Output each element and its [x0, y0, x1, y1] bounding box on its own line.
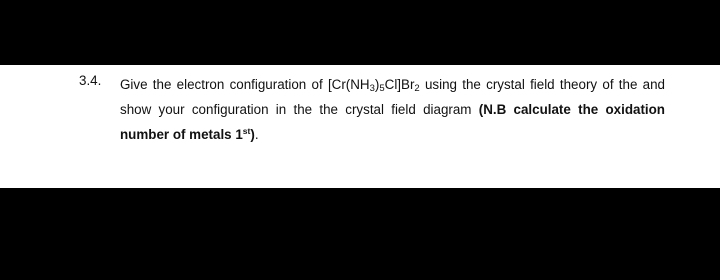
formula-part-2: ) [374, 77, 380, 92]
chemical-formula [328, 77, 420, 92]
question-number: 3.4. [79, 73, 102, 88]
text-after-formula: using the crystal field theory of the and show your configuration in the the crystal field diagram [120, 77, 666, 117]
formula-sub-2: 5 [379, 83, 385, 94]
formula-part-1: [Cr(NH [327, 77, 370, 92]
formula-part-3: Cl]Br [384, 77, 415, 92]
question-text [120, 72, 665, 147]
bold-note-text: (N.B calculate the oxidation number of metals 1 [120, 102, 665, 142]
bold-note-superscript: st [242, 126, 251, 136]
trailing-period: . [254, 127, 259, 142]
formula-sub-1: 3 [369, 83, 375, 94]
text-before-formula: Give the electron configuration of [120, 77, 328, 92]
bold-note-end: ) [250, 127, 255, 142]
question-panel [0, 65, 720, 188]
formula-sub-3: 2 [414, 83, 420, 94]
